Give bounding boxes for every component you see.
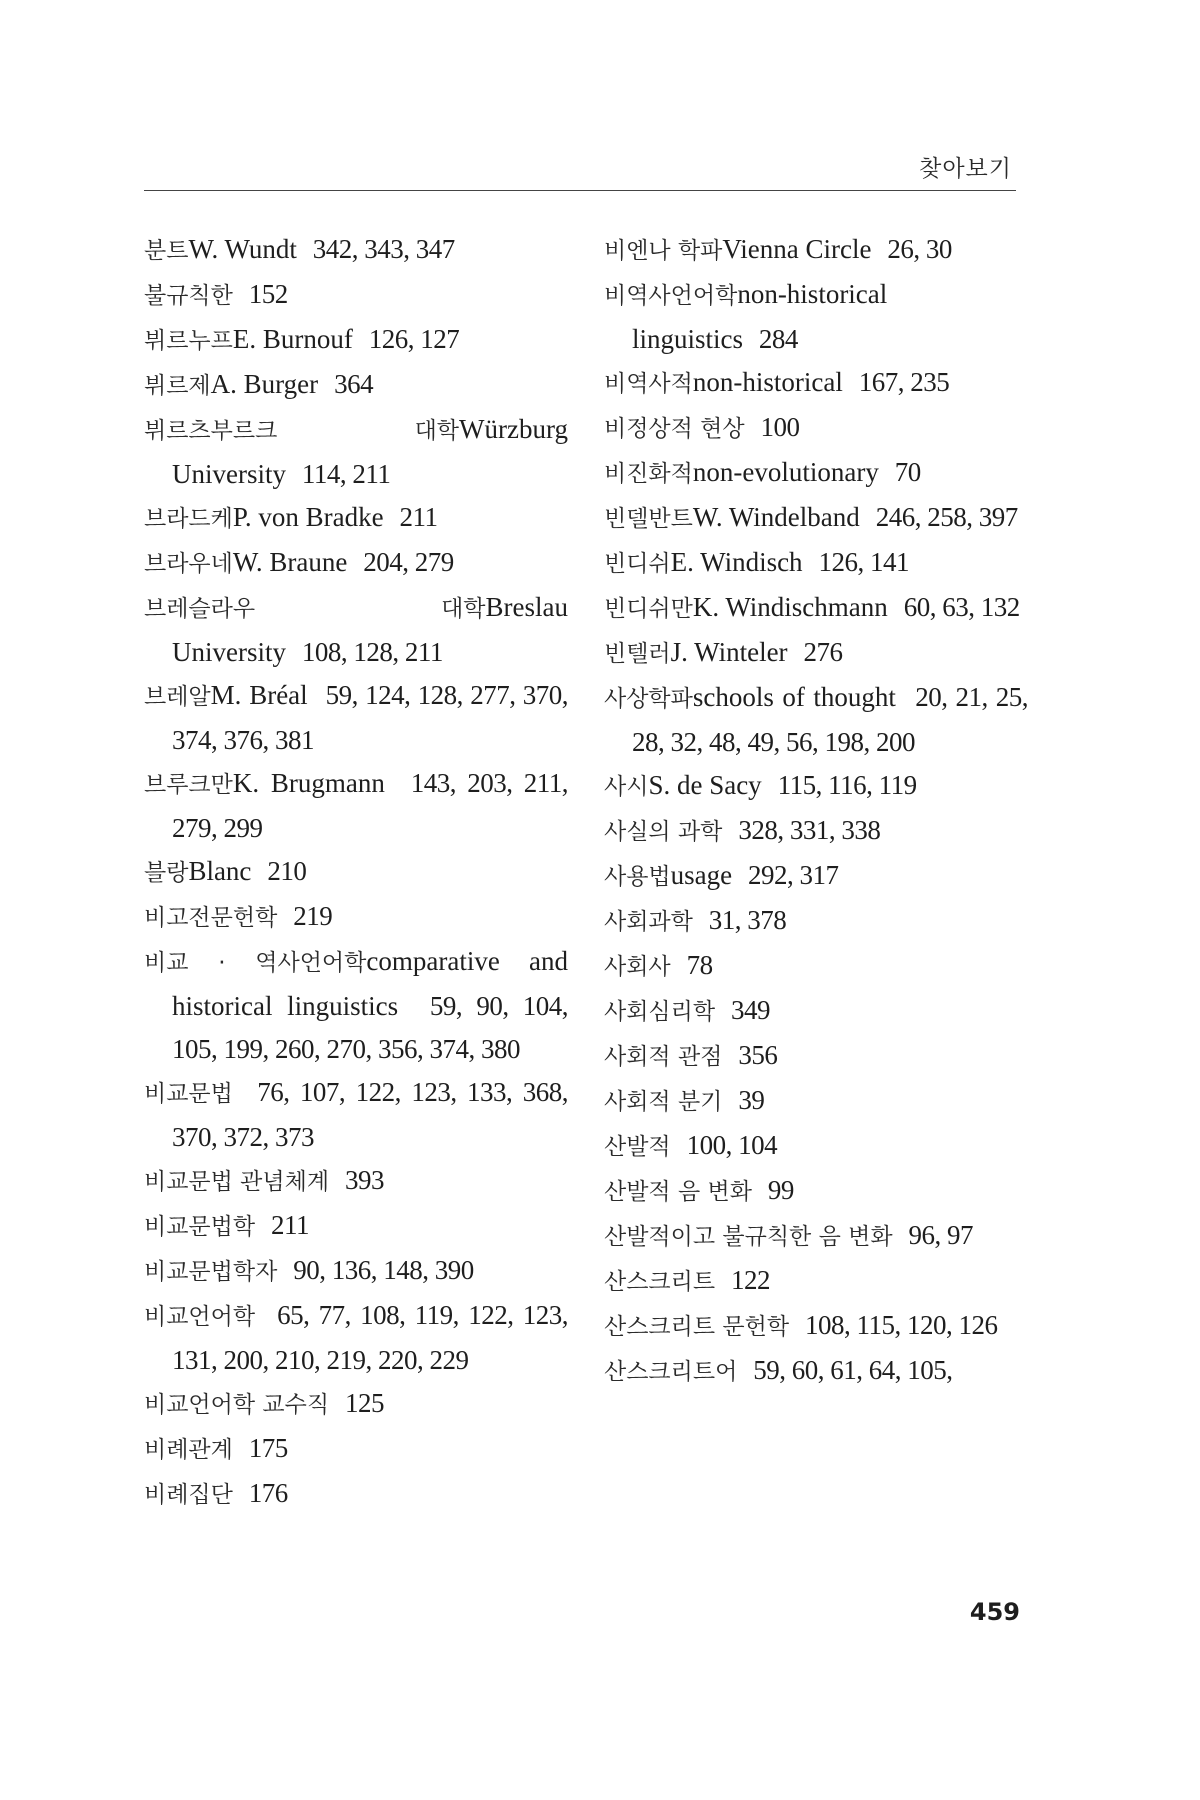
index-entry: 사상학파schools of thought 20, 21, 25, 28, 32, 48, 49, 56, 198, 200 — [604, 682, 1028, 757]
index-entry: 비교문법 76, 107, 122, 123, 133, 368, 370, 372, 373 — [144, 1077, 569, 1152]
index-entry: 사시S. de Sacy 115, 116, 119 — [604, 770, 917, 800]
index-entry: 사회사 78 — [604, 950, 713, 980]
index-entry: 분트W. Wundt 342, 343, 347 — [144, 234, 455, 264]
header-title: 찾아보기 — [919, 156, 1012, 182]
index-entry: 산스크리트어 59, 60, 61, 64, 105, — [604, 1355, 953, 1385]
index-entry: 뷔르제A. Burger 364 — [144, 369, 374, 399]
index-entry: 사용법usage 292, 317 — [604, 860, 839, 890]
index-entry: 브라드케P. von Bradke 211 — [144, 502, 438, 532]
index-entry: 불규칙한 152 — [144, 279, 288, 309]
index-entry: 브레알M. Bréal 59, 124, 128, 277, 370, 374, 376, 381 — [144, 680, 568, 755]
index-entry: 브루크만K. Brugmann 143, 203, 211, 279, 299 — [144, 768, 568, 843]
index-entry: 사회적 분기 39 — [604, 1085, 765, 1115]
index-column-left — [144, 228, 568, 1517]
index-entry: 뷔르츠부르크 대학Würzburg University 114, 211 — [144, 414, 568, 489]
index-entry: 빈디쉬만K. Windischmann 60, 63, 132 — [604, 592, 1020, 622]
index-column-right — [604, 228, 1028, 1394]
index-entry: 산발적이고 불규칙한 음 변화 96, 97 — [604, 1220, 973, 1250]
index-entry: 비교 · 역사언어학comparative and historical linguistics 59, 90, 104, 105, 199, 260, 270, 356, 374, 380 — [144, 946, 568, 1064]
index-entry: 빈디쉬E. Windisch 126, 141 — [604, 547, 909, 577]
index-entry: 비엔나 학파Vienna Circle 26, 30 — [604, 234, 952, 264]
index-entry: 비례관계 175 — [144, 1433, 288, 1463]
index-entry: 블랑Blanc 210 — [144, 856, 307, 886]
index-entry: 브레슬라우 대학Breslau University 108, 128, 211 — [144, 592, 568, 667]
index-entry: 사회심리학 349 — [604, 995, 770, 1025]
index-entry: 비교문법 관념체계 393 — [144, 1165, 384, 1195]
index-entry: 사회적 관점 356 — [604, 1040, 778, 1070]
index-entry: 비역사언어학non-historical linguistics 284 — [604, 279, 888, 354]
index-entry: 비고전문헌학 219 — [144, 901, 333, 931]
index-entry: 사회과학 31, 378 — [604, 905, 787, 935]
index-entry: 비교문법학자 90, 136, 148, 390 — [144, 1255, 474, 1285]
running-header — [144, 150, 1016, 191]
index-entry: 사실의 과학 328, 331, 338 — [604, 815, 881, 845]
index-entry: 산스크리트 문헌학 108, 115, 120, 126 — [604, 1310, 998, 1340]
index-entry: 산발적 음 변화 99 — [604, 1175, 794, 1205]
index-entry: 뷔르누프E. Burnouf 126, 127 — [144, 324, 460, 354]
index-entry: 비교문법학 211 — [144, 1210, 309, 1240]
index-entry: 비교언어학 65, 77, 108, 119, 122, 123, 131, 200, 210, 219, 220, 229 — [144, 1300, 568, 1375]
index-entry: 브라우네W. Braune 204, 279 — [144, 547, 454, 577]
index-entry: 비진화적non-evolutionary 70 — [604, 457, 921, 487]
index-entry: 산발적 100, 104 — [604, 1130, 778, 1160]
index-entry: 비례집단 176 — [144, 1478, 288, 1508]
index-entry: 비교언어학 교수직 125 — [144, 1388, 384, 1418]
index-entry: 산스크리트 122 — [604, 1265, 770, 1295]
index-entry: 비정상적 현상 100 — [604, 412, 800, 442]
index-entry: 비역사적non-historical 167, 235 — [604, 367, 950, 397]
index-entry: 빈델반트W. Windelband 246, 258, 397 — [604, 502, 1018, 532]
page-number: 459 — [969, 1598, 1020, 1626]
index-entry: 빈텔러J. Winteler 276 — [604, 637, 843, 667]
